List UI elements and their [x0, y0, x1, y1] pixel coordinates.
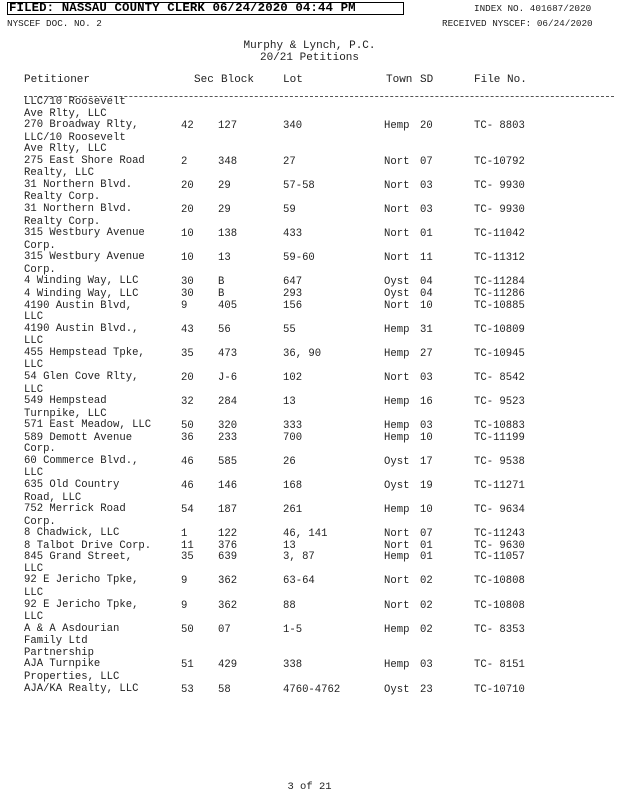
file-number-cell: TC-11057 [474, 551, 525, 564]
block-cell: 585 [218, 455, 238, 468]
nyscef-doc-number: NYSCEF DOC. NO. 2 [7, 18, 102, 29]
petitioner-line: 60 Commerce Blvd., [24, 454, 139, 467]
sd-cell: 04 [420, 276, 433, 289]
petitioner-line: 4190 Austin Blvd., [24, 322, 139, 335]
town-cell: Nort [384, 252, 410, 265]
sd-cell: 10 [420, 299, 433, 312]
petitioner-line: 752 Merrick Road [24, 503, 126, 516]
sec-cell: 10 [181, 252, 194, 265]
town-cell: Hemp [384, 504, 410, 517]
sec-cell: 42 [181, 120, 194, 132]
petitioner-line: Partnership [24, 646, 94, 659]
file-number-cell: TC- 9634 [474, 504, 525, 517]
town-cell: Nort [384, 575, 410, 588]
sd-cell: 07 [420, 528, 433, 541]
sec-cell: 51 [181, 659, 194, 672]
petitioner-line: AJA Turnpike [24, 658, 101, 671]
petitioner-line: Realty, LLC [24, 167, 94, 180]
lot-cell: 333 [283, 420, 303, 433]
sd-cell: 10 [420, 504, 433, 517]
block-cell: 13 [218, 252, 231, 265]
sd-cell: 17 [420, 455, 433, 468]
file-number-cell: TC-10710 [474, 683, 525, 696]
block-cell: 284 [218, 396, 238, 408]
block-cell: 348 [218, 155, 238, 168]
petitioner-line: LLC [24, 335, 44, 348]
petitioner-line: Corp. [24, 443, 56, 456]
sec-cell: 46 [181, 479, 194, 492]
lot-cell: 261 [283, 504, 303, 517]
lot-cell: 36, 90 [283, 347, 322, 360]
sec-cell: 36 [181, 431, 194, 444]
lot-cell: 13 [283, 539, 296, 552]
file-number-cell: TC-10885 [474, 299, 525, 312]
sd-cell: 03 [420, 371, 433, 384]
petitioner-line: LLC [24, 587, 44, 600]
town-cell: Hemp [384, 659, 410, 672]
file-number-cell: TC- 8353 [474, 623, 525, 636]
petitioner-line: Realty Corp. [24, 191, 101, 204]
lot-cell: 63-64 [283, 575, 315, 588]
block-cell: 07 [218, 623, 231, 636]
lot-cell: 46, 141 [283, 528, 328, 541]
sec-cell: 9 [181, 599, 188, 612]
petitioner-line: 8 Chadwick, LLC [24, 527, 120, 540]
town-cell: Hemp [384, 420, 410, 433]
sec-cell: 20 [181, 371, 194, 384]
sec-cell: 54 [181, 504, 194, 517]
sd-cell: 31 [420, 323, 433, 336]
sec-cell: 9 [181, 575, 188, 588]
column-header-sd: SD [420, 74, 434, 86]
town-cell: Nort [384, 599, 410, 612]
town-cell: Hemp [384, 396, 410, 408]
sd-cell: 19 [420, 479, 433, 492]
file-number-cell: TC-11243 [474, 528, 525, 541]
block-cell: J-6 [218, 371, 238, 384]
petitioner-line: 8 Talbot Drive Corp. [24, 539, 152, 552]
lot-cell: 338 [283, 659, 303, 672]
town-cell: Nort [384, 539, 410, 552]
petitioner-line: A & A Asdourian [24, 622, 120, 635]
column-header-petitioner: Petitioner [24, 74, 91, 86]
index-number: INDEX NO. 401687/2020 [474, 3, 592, 14]
lot-cell: 647 [283, 276, 303, 289]
block-cell: 429 [218, 659, 238, 672]
file-number-cell: TC- 9630 [474, 539, 525, 552]
file-number-cell: TC-10883 [474, 420, 525, 433]
lot-cell: 4760-4762 [283, 683, 341, 696]
petitioner-line: 31 Northern Blvd. [24, 178, 133, 191]
petitioner-line: Family Ltd [24, 635, 88, 648]
petitioner-line: Ave Rlty, LLC [24, 143, 107, 156]
petitioner-line: AJA/KA Realty, LLC [24, 682, 139, 695]
petitioner-line: Corp. [24, 239, 56, 252]
sec-cell: 20 [181, 203, 194, 216]
block-cell: 122 [218, 528, 238, 541]
sec-cell: 35 [181, 347, 194, 360]
block-cell: 320 [218, 420, 238, 433]
petitioner-line: 275 East Shore Road [24, 154, 145, 167]
petitioner-line: 589 Demott Avenue [24, 431, 133, 444]
lot-cell: 1-5 [283, 623, 303, 636]
sec-cell: 43 [181, 323, 194, 336]
town-cell: Nort [384, 371, 410, 384]
sd-cell: 07 [420, 155, 433, 168]
lot-cell: 13 [283, 396, 296, 408]
lot-cell: 102 [283, 371, 303, 384]
sd-cell: 04 [420, 288, 433, 301]
sd-cell: 16 [420, 396, 433, 408]
petitioner-line: 455 Hempstead Tpke, [24, 346, 145, 359]
lot-cell: 55 [283, 323, 296, 336]
file-number-cell: TC- 8151 [474, 659, 525, 672]
petitioner-line: 4 Winding Way, LLC [24, 288, 139, 301]
file-number-cell: TC-10809 [474, 323, 525, 336]
petitioner-line: LLC/10 Roosevelt [24, 96, 126, 108]
town-cell: Hemp [384, 551, 410, 564]
sec-cell: 32 [181, 396, 194, 408]
sec-cell: 46 [181, 455, 194, 468]
sec-cell: 53 [181, 683, 194, 696]
sec-cell: 20 [181, 179, 194, 192]
column-header-file-no: File No. [474, 74, 527, 86]
petitioner-line: 92 E Jericho Tpke, [24, 574, 139, 587]
lot-cell: 26 [283, 455, 296, 468]
block-cell: 29 [218, 179, 231, 192]
block-cell: 29 [218, 203, 231, 216]
sd-cell: 03 [420, 420, 433, 433]
town-cell: Nort [384, 179, 410, 192]
petitioner-line: Realty Corp. [24, 215, 101, 228]
block-cell: 405 [218, 299, 238, 312]
sec-cell: 10 [181, 228, 194, 241]
petitioner-line: LLC [24, 311, 44, 324]
petitioner-line: 571 East Meadow, LLC [24, 419, 152, 432]
sd-cell: 03 [420, 179, 433, 192]
lot-cell: 27 [283, 155, 296, 168]
sd-cell: 03 [420, 659, 433, 672]
sd-cell: 02 [420, 599, 433, 612]
lot-cell: 156 [283, 299, 303, 312]
file-number-cell: TC-11042 [474, 228, 525, 241]
file-number-cell: TC-11286 [474, 288, 525, 301]
petitioner-line: Corp. [24, 263, 56, 276]
sec-cell: 30 [181, 288, 194, 301]
petitioner-line: 270 Broadway Rlty, [24, 119, 139, 131]
block-cell: 127 [218, 120, 238, 132]
block-cell: 233 [218, 431, 238, 444]
block-cell: B [218, 276, 225, 289]
petitioner-line: 549 Hempstead [24, 395, 107, 407]
sd-cell: 11 [420, 252, 433, 265]
file-number-cell: TC-11312 [474, 252, 525, 265]
petitioner-line: Ave Rlty, LLC [24, 107, 107, 120]
block-cell: 58 [218, 683, 231, 696]
document-subtitle: 20/21 Petitions [259, 52, 360, 64]
lot-cell: 293 [283, 288, 303, 301]
petitioner-line: 845 Grand Street, [24, 551, 133, 564]
block-cell: 639 [218, 551, 238, 564]
town-cell: Oyst [384, 288, 410, 301]
file-number-cell: TC- 9538 [474, 455, 525, 468]
town-cell: Oyst [384, 455, 410, 468]
block-cell: 376 [218, 539, 238, 552]
petitioner-line: Corp. [24, 515, 56, 528]
file-number-cell: TC-10808 [474, 575, 525, 588]
lot-cell: 59 [283, 203, 296, 216]
petitioner-line: 315 Westbury Avenue [24, 251, 145, 264]
file-number-cell: TC- 8542 [474, 371, 525, 384]
block-cell: 187 [218, 504, 238, 517]
file-number-cell: TC-10808 [474, 599, 525, 612]
lot-cell: 700 [283, 431, 303, 444]
sd-cell: 03 [420, 203, 433, 216]
sec-cell: 50 [181, 623, 194, 636]
page-number: 3 of 21 [287, 781, 332, 793]
block-cell: 362 [218, 575, 238, 588]
file-number-cell: TC-11199 [474, 431, 525, 444]
file-number-cell: TC- 9930 [474, 203, 525, 216]
petitioner-line: LLC [24, 359, 44, 372]
lot-cell: 59-60 [283, 252, 315, 265]
file-number-cell: TC-11284 [474, 276, 525, 289]
petitioner-line: LLC/10 Roosevelt [24, 131, 126, 144]
sec-cell: 2 [181, 155, 188, 168]
received-stamp: RECEIVED NYSCEF: 06/24/2020 [442, 18, 593, 29]
petitioner-line: LLC [24, 467, 44, 480]
column-header-sec: Sec [194, 74, 214, 86]
lot-cell: 3, 87 [283, 551, 315, 564]
town-cell: Hemp [384, 347, 410, 360]
sec-cell: 30 [181, 276, 194, 289]
lot-cell: 57-58 [283, 179, 315, 192]
file-number-cell: TC- 9523 [474, 396, 525, 408]
sec-cell: 1 [181, 528, 188, 541]
sec-cell: 50 [181, 420, 194, 433]
petitioner-line: 4190 Austin Blvd, [24, 299, 133, 312]
town-cell: Nort [384, 299, 410, 312]
block-cell: 146 [218, 479, 238, 492]
petitioner-line: LLC [24, 383, 44, 396]
firm-name: Murphy & Lynch, P.C. [243, 40, 376, 52]
sec-cell: 11 [181, 539, 194, 552]
town-cell: Hemp [384, 120, 410, 132]
town-cell: Hemp [384, 623, 410, 636]
lot-cell: 88 [283, 599, 296, 612]
file-number-cell: TC-10945 [474, 347, 525, 360]
file-number-cell: TC-11271 [474, 479, 525, 492]
town-cell: Oyst [384, 479, 410, 492]
sd-cell: 27 [420, 347, 433, 360]
sd-cell: 02 [420, 575, 433, 588]
town-cell: Oyst [384, 683, 410, 696]
petitioner-line: 92 E Jericho Tpke, [24, 598, 139, 611]
lot-cell: 168 [283, 479, 303, 492]
petitioner-line: Road, LLC [24, 491, 82, 504]
town-cell: Oyst [384, 276, 410, 289]
lot-cell: 433 [283, 228, 303, 241]
block-cell: 56 [218, 323, 231, 336]
block-cell: 362 [218, 599, 238, 612]
petitioner-line: 31 Northern Blvd. [24, 202, 133, 215]
file-number-cell: TC- 8803 [474, 120, 525, 132]
petitioner-line: Turnpike, LLC [24, 407, 107, 420]
petitioner-line: 315 Westbury Avenue [24, 227, 145, 240]
petitioner-line: Properties, LLC [24, 671, 120, 683]
filed-stamp: FILED: NASSAU COUNTY CLERK 06/24/2020 04:44 PM [7, 2, 404, 15]
town-cell: Nort [384, 155, 410, 168]
file-number-cell: TC-10792 [474, 155, 525, 168]
block-cell: B [218, 288, 225, 301]
petitioner-line: 54 Glen Cove Rlty, [24, 370, 139, 383]
sd-cell: 01 [420, 551, 433, 564]
sec-cell: 35 [181, 551, 194, 564]
lot-cell: 340 [283, 120, 303, 132]
town-cell: Nort [384, 528, 410, 541]
sd-cell: 02 [420, 623, 433, 636]
sd-cell: 01 [420, 228, 433, 241]
block-cell: 473 [218, 347, 238, 360]
town-cell: Nort [384, 228, 410, 241]
petitioner-line: LLC [24, 611, 44, 624]
sec-cell: 9 [181, 299, 188, 312]
sd-cell: 01 [420, 539, 433, 552]
sd-cell: 10 [420, 431, 433, 444]
town-cell: Hemp [384, 431, 410, 444]
petitioner-line: 635 Old Country [24, 478, 120, 491]
town-cell: Hemp [384, 323, 410, 336]
column-header-block: Block [221, 74, 255, 86]
block-cell: 138 [218, 228, 238, 241]
column-header-lot: Lot [283, 74, 303, 86]
sd-cell: 23 [420, 683, 433, 696]
file-number-cell: TC- 9930 [474, 179, 525, 192]
column-header-town: Town [386, 74, 413, 86]
sd-cell: 20 [420, 120, 433, 132]
town-cell: Nort [384, 203, 410, 216]
petitioner-line: 4 Winding Way, LLC [24, 275, 139, 288]
petitioner-line: LLC [24, 562, 44, 575]
